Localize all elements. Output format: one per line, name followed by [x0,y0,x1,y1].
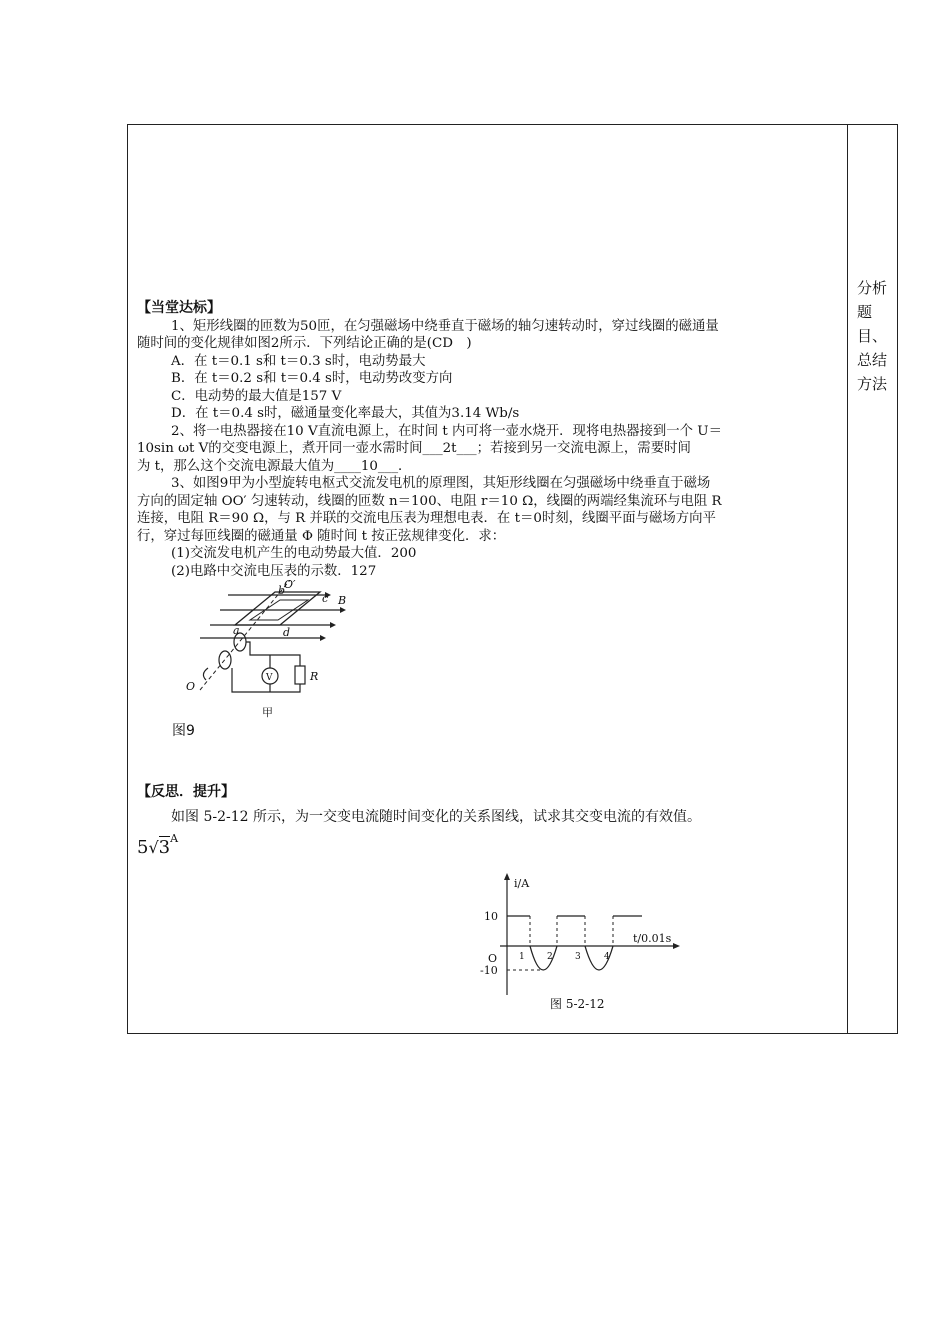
side-note-line: 方法 [857,375,888,393]
q3-sub1: (1)交流发电机产生的电动势最大值．200 [171,546,417,561]
fig9-label-d: d [283,626,291,639]
circuit-wire [232,642,300,692]
figure-caption: 图 5-2-12 [550,997,605,1011]
answer-coef: 5 [137,837,149,858]
q2-line1: 2、将一电热器接在10 V直流电源上，在时间 t 内可将一壶水烧开．现将电热器接到一个 U＝ [171,423,722,439]
answer-unit: A [170,832,179,845]
side-note-line: 题 [857,303,873,321]
q3-line2: 方向的固定轴 OO′ 匀速转动，线圈的匝数 n＝100、电阻 r＝10 Ω，线圈的两端经集流环与电阻 R [137,493,722,509]
side-note [857,276,893,396]
q3-line1: 3、如图9甲为小型旋转电枢式交流发电机的原理图，其矩形线圈在匀强磁场中绕垂直于磁场 [171,476,711,491]
slip-ring [219,651,231,669]
q2-line3: 为 t，那么这个交流电源最大值为____10___． [137,458,412,474]
section-title-reflection: 【反思．提升】 [137,784,235,800]
section-title-practice: 【当堂达标】 [137,300,221,316]
answer-value: $5√3^A$ [137,832,179,858]
tick-10: 10 [484,910,498,923]
origin-label: O [488,952,498,965]
fig9-label-a: a [233,624,240,637]
column-divider [847,124,848,1034]
fig9-label-jia: 甲 [262,706,273,719]
side-note-line: 分析 [857,279,888,297]
fig9-label-V: V [266,673,273,683]
tick-neg10: -10 [480,964,498,977]
main-content [137,300,842,580]
fig9-label-c: c [322,592,329,605]
q1-option-b: B．在 t＝0.2 s和 t＝0.4 s时，电动势改变方向 [171,371,453,386]
y-axis-label: i/A [514,877,530,890]
fig9-label-B: B [338,594,347,607]
x-tick: 1 [519,952,525,962]
q3-sub2: (2)电路中交流电压表的示数．127 [171,563,377,579]
q3-line3: 连接，电阻 R＝90 Ω，与 R 并联的交流电压表为理想电表．在 t＝0时刻，线圈平面与磁场方向平 [137,511,716,526]
figure-5-2-12 [470,870,700,1020]
q1-stem-line1: 1、矩形线圈的匝数为50匝，在匀强磁场中绕垂直于磁场的轴匀速转动时，穿过线圈的磁通量 [171,318,719,334]
side-note-line: 目、 [857,327,888,345]
answer-radicand: 3 [158,837,171,858]
x-tick: 4 [604,952,610,962]
q1-stem-line2: 随时间的变化规律如图2所示．下列结论正确的是(CD ) [137,336,472,351]
x-tick: 3 [575,952,581,962]
fig9-label-b: b [278,584,286,597]
x-tick: 2 [547,952,553,962]
q1-option-c: C．电动势的最大值是157 V [171,388,342,404]
reflection-question-wrap [137,806,842,826]
reflection-question: 如图 5-2-12 所示，为一交变电流随时间变化的关系图线，试求其交变电流的有效值。 [171,809,701,825]
q2-line2: 10sin ωt V的交变电源上，煮开同一壶水需时间___2t___；若接到另一交流电源上，需要时间 [137,441,691,456]
q3-line4: 行，穿过每匝线圈的磁通量 Φ 随时间 t 按正弦规律变化．求： [137,528,506,544]
q1-option-a: A．在 t＝0.1 s和 t＝0.3 s时，电动势最大 [171,353,426,369]
figure-9-generator [180,580,370,720]
fig9-label-O-prime: O′ [284,580,296,591]
fig9-label-O: O [186,680,196,693]
fig9-label-R: R [310,670,319,683]
q1-option-d: D．在 t＝0.4 s时，磁通量变化率最大，其值为3.14 Wb/s [171,406,520,421]
side-note-line: 总结 [857,351,888,369]
resistor [295,666,305,684]
negative-half-sine [530,946,557,970]
x-axis-label: t/0.01s [633,932,672,945]
figure-9-caption: 图9 [172,723,195,739]
